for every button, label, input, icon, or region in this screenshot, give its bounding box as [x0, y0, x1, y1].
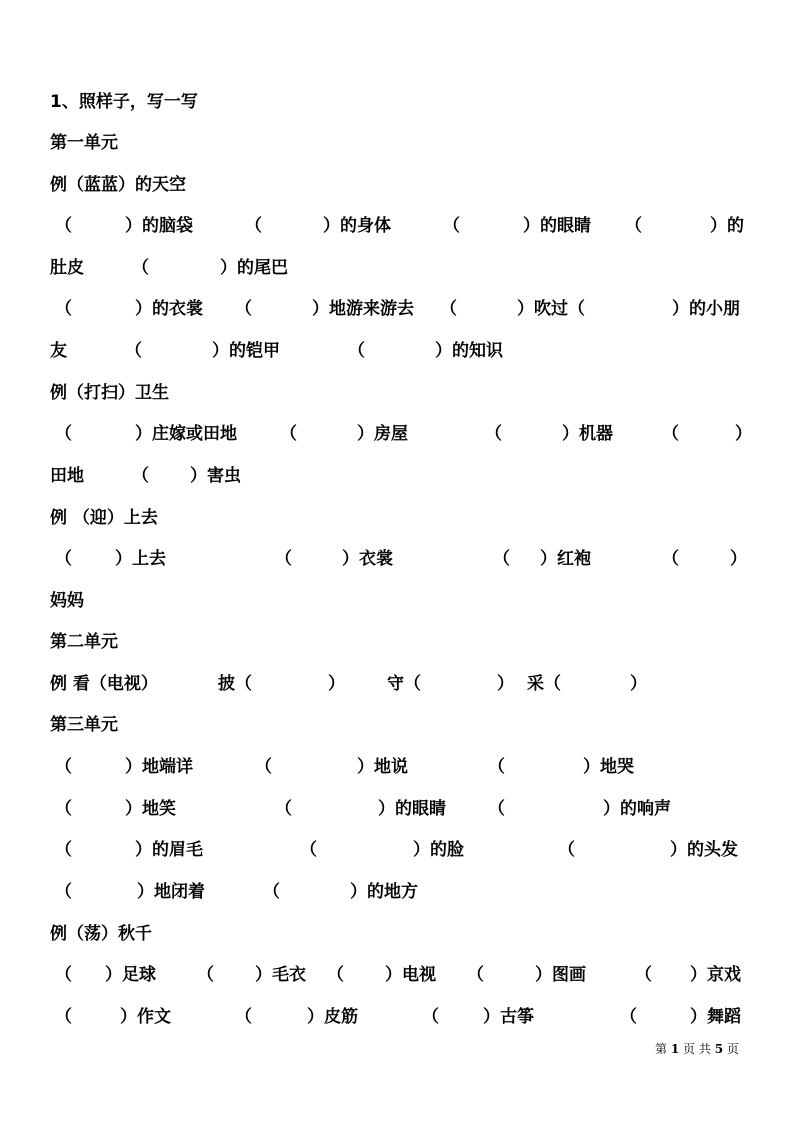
blank-open: （ — [488, 757, 505, 777]
example-text: 例（打扫）卫生 — [50, 383, 169, 403]
fill-blank-row — [50, 464, 750, 488]
phrase-text: ）皮筋 — [307, 1007, 358, 1027]
example-text: 例 （迎）上去 — [50, 508, 158, 528]
page-number: 1 — [670, 1042, 680, 1056]
phrase-text: ）的眉毛 — [135, 840, 203, 860]
phrase-text: ）房屋 — [357, 424, 408, 444]
blank-open: （ — [422, 1007, 439, 1027]
phrase-text: 友 — [50, 341, 67, 361]
blank-open: （ — [132, 466, 149, 486]
total-pages: 5 — [714, 1042, 724, 1056]
phrase-text: ）害虫 — [190, 466, 241, 486]
fill-blank-row — [50, 297, 750, 321]
phrase-text: ）图画 — [535, 965, 586, 985]
blank-open: （ — [55, 424, 72, 444]
phrase-text: ）京戏 — [690, 965, 741, 985]
unit1-heading — [50, 131, 750, 155]
phrase-text: ）衣裳 — [342, 549, 393, 569]
example-text: 例（荡）秋千 — [50, 924, 152, 944]
phrase-text: ）地哭 — [583, 757, 634, 777]
blank-open: （ — [662, 549, 679, 569]
blank-open: （ — [558, 840, 575, 860]
blank-open: （ — [125, 341, 142, 361]
fill-blank-row — [50, 214, 750, 238]
page-footer — [655, 1040, 739, 1057]
phrase-text: ）古筝 — [483, 1007, 534, 1027]
blank-open: （ — [625, 216, 642, 236]
phrase-text: ）的小朋 — [672, 299, 740, 319]
blank-close: ） — [735, 424, 752, 444]
phrase-text: ）的身体 — [323, 216, 391, 236]
unit3-heading — [50, 713, 750, 737]
phrase-text: ）的头发 — [670, 840, 738, 860]
phrase-text: ）地闭着 — [137, 882, 205, 902]
phrase-text: ）的 — [710, 216, 744, 236]
phrase-text: ）的铠甲 — [212, 341, 280, 361]
blank-open: （ — [132, 258, 149, 278]
example-text: 例 看（电视） — [50, 674, 158, 694]
blank-open: （ — [55, 757, 72, 777]
phrase-text: 田地 — [50, 466, 84, 486]
unit1-example-1 — [50, 173, 750, 197]
unit3-heading-text: 第三单元 — [50, 715, 118, 735]
blank-open: （ — [275, 549, 292, 569]
phrase-text: ）的响声 — [603, 799, 671, 819]
phrase-text: ）地说 — [357, 757, 408, 777]
blank-open: （ — [440, 299, 457, 319]
footer-suffix: 页 — [726, 1042, 739, 1056]
phrase-text: ）的眼睛 — [523, 216, 591, 236]
blank-open: （ — [263, 882, 280, 902]
blank-open: （ — [55, 299, 72, 319]
fill-blank-row — [50, 1005, 750, 1029]
phrase-text: 采（ — [527, 674, 561, 694]
phrase-text: ）的脸 — [413, 840, 464, 860]
blank-open: （ — [55, 1007, 72, 1027]
blank-open: （ — [55, 216, 72, 236]
fill-blank-row — [50, 797, 750, 821]
unit1-example-2 — [50, 381, 750, 405]
phrase-text: ）足球 — [105, 965, 156, 985]
phrase-text: 守（ — [387, 674, 421, 694]
blank-open: （ — [443, 216, 460, 236]
section-title — [50, 90, 750, 114]
blank-open: （ — [327, 965, 344, 985]
blank-close: ） — [730, 549, 747, 569]
blank-open: （ — [348, 341, 365, 361]
blank-open: （ — [275, 799, 292, 819]
phrase-text: ）吹过（ — [517, 299, 585, 319]
blank-open: （ — [488, 799, 505, 819]
footer-prefix: 第 — [655, 1042, 668, 1056]
blank-open: （ — [662, 424, 679, 444]
phrase-text: ）毛衣 — [255, 965, 306, 985]
blank-open: （ — [635, 965, 652, 985]
unit1-heading-text: 第一单元 — [50, 133, 118, 153]
phrase-text: 肚皮 — [50, 258, 84, 278]
blank-open: （ — [620, 1007, 637, 1027]
phrase-text: 妈妈 — [50, 591, 84, 611]
phrase-text: ）的知识 — [435, 341, 503, 361]
blank-open: （ — [55, 882, 72, 902]
blank-open: （ — [55, 965, 72, 985]
unit2-heading — [50, 630, 750, 654]
blank-open: （ — [493, 549, 510, 569]
section-title-text: 1、照样子，写一写 — [50, 92, 198, 112]
phrase-text: ）机器 — [562, 424, 613, 444]
footer-middle: 页 共 — [683, 1042, 711, 1056]
blank-open: （ — [55, 840, 72, 860]
unit2-heading-text: 第二单元 — [50, 632, 118, 652]
phrase-text: ）舞蹈 — [690, 1007, 741, 1027]
blank-open: （ — [485, 424, 502, 444]
phrase-text: ）电视 — [385, 965, 436, 985]
fill-blank-row — [50, 838, 750, 862]
blank-open: （ — [280, 424, 297, 444]
phrase-text: ）地游来游去 — [312, 299, 414, 319]
unit1-example-3 — [50, 506, 750, 530]
fill-blank-row — [50, 880, 750, 904]
blank-open: （ — [235, 299, 252, 319]
blank-open: （ — [255, 757, 272, 777]
example-text: 例（蓝蓝）的天空 — [50, 175, 186, 195]
blank-open: （ — [55, 549, 72, 569]
phrase-text: ）的脑袋 — [125, 216, 193, 236]
blank-open: （ — [235, 1007, 252, 1027]
phrase-text: ）作文 — [120, 1007, 171, 1027]
phrase-text: ）红袍 — [540, 549, 591, 569]
blank-close: ） — [630, 674, 647, 694]
fill-blank-row — [50, 963, 750, 987]
blank-open: （ — [300, 840, 317, 860]
phrase-text: 披（ — [218, 674, 252, 694]
blank-open: （ — [245, 216, 262, 236]
blank-close: ） — [328, 674, 345, 694]
blank-open: （ — [467, 965, 484, 985]
blank-open: （ — [197, 965, 214, 985]
phrase-text: ）的尾巴 — [220, 258, 288, 278]
phrase-text: ）的衣裳 — [135, 299, 203, 319]
phrase-text: ）的地方 — [350, 882, 418, 902]
unit3-example — [50, 922, 750, 946]
fill-blank-row — [50, 547, 750, 571]
phrase-text: ）地笑 — [125, 799, 176, 819]
phrase-text: ）地端详 — [125, 757, 193, 777]
blank-open: （ — [55, 799, 72, 819]
fill-blank-row — [50, 256, 750, 280]
fill-blank-row — [50, 589, 750, 613]
fill-blank-row — [50, 672, 750, 696]
blank-close: ） — [497, 674, 514, 694]
phrase-text: ）庄嫁或田地 — [135, 424, 237, 444]
fill-blank-row — [50, 755, 750, 779]
fill-blank-row — [50, 422, 750, 446]
fill-blank-row — [50, 339, 750, 363]
phrase-text: ）上去 — [115, 549, 166, 569]
phrase-text: ）的眼睛 — [378, 799, 446, 819]
